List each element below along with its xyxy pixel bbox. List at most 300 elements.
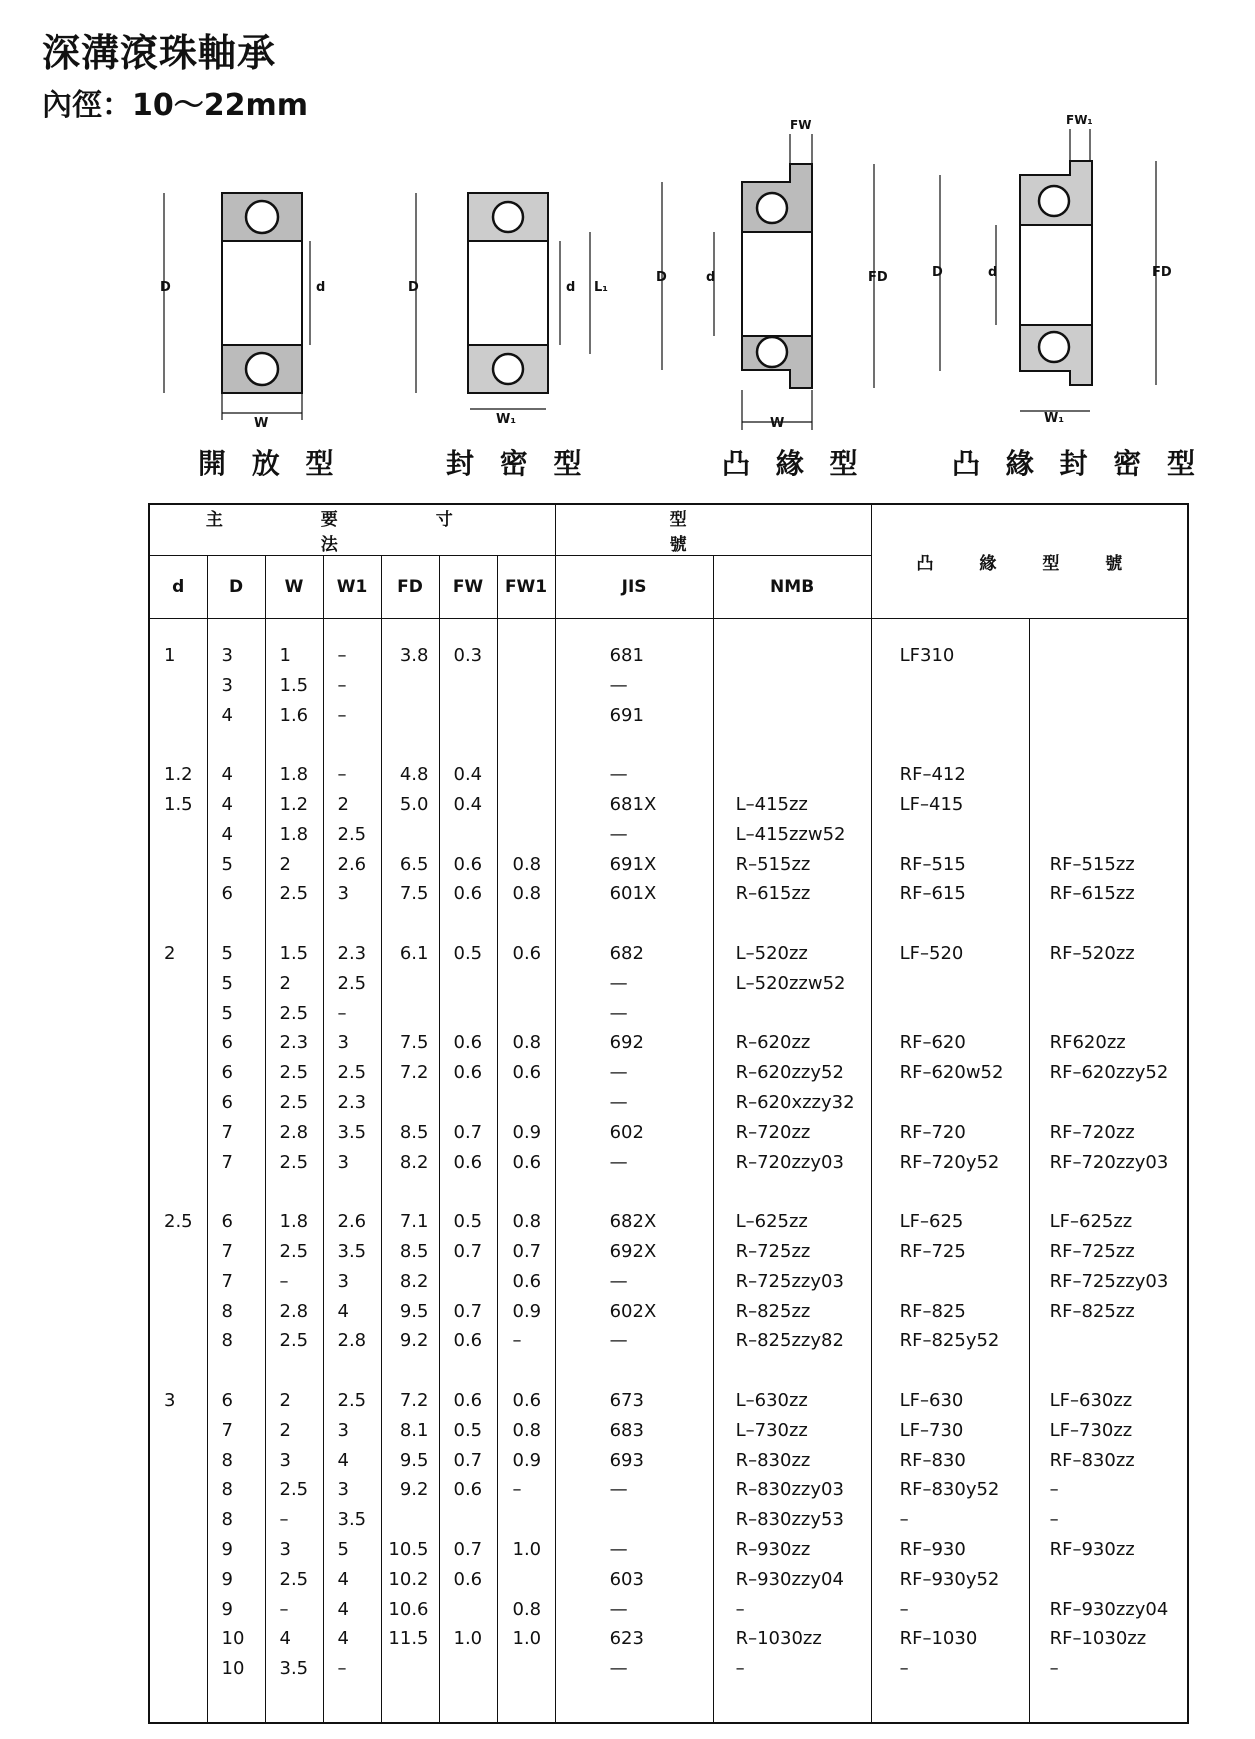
table-cell: 4 [337, 1568, 349, 1590]
label-FD: FD [1152, 265, 1172, 280]
table-cell: 2.5 [279, 1240, 309, 1262]
label-d: d [316, 280, 326, 295]
table-cell: 4 [221, 764, 233, 786]
table-cell: — [609, 1598, 628, 1620]
table-cell: RF–720 [899, 1121, 966, 1143]
spec-table [148, 503, 1189, 1724]
table-cell: RF–720y52 [899, 1151, 1000, 1173]
table-cell: R–720zz [735, 1121, 811, 1143]
table-cell [610, 730, 713, 760]
table-cell: — [609, 764, 628, 786]
table-cell: – [337, 674, 347, 696]
table-cell: R–725zzy03 [735, 1270, 844, 1292]
table-cell: — [609, 674, 628, 696]
table-cell [610, 1177, 713, 1207]
table-cell: 0.6 [453, 853, 483, 875]
table-cell: 2.5 [337, 823, 367, 845]
table-cell [454, 820, 497, 850]
table-cell [280, 730, 323, 760]
table-cell: 0.6 [453, 883, 483, 905]
table-cell [164, 701, 207, 731]
table-cell: RF–930y52 [899, 1568, 1000, 1590]
table-cell [513, 909, 555, 939]
table-cell: 9 [221, 1598, 233, 1620]
table-cell [736, 1177, 871, 1207]
col-header-NMB: NMB [713, 556, 871, 619]
table-cell: 1.2 [164, 764, 193, 786]
table-cell: LF–625 [899, 1211, 964, 1233]
table-cell: 5.0 [399, 793, 429, 815]
table-cell [164, 1595, 207, 1625]
table-cell [900, 1267, 1029, 1297]
table-cell: 1.0 [512, 1538, 542, 1560]
table-cell: – [337, 1002, 347, 1024]
table-cell: R–515zz [735, 853, 811, 875]
table-cell: 1 [279, 645, 291, 666]
table-cell [454, 1088, 497, 1118]
table-cell: 8 [221, 1479, 233, 1501]
table-cell: 6 [221, 1389, 233, 1411]
table-cell [900, 820, 1029, 850]
table-cell: – [337, 704, 347, 726]
table-cell: 4 [337, 1449, 349, 1471]
table-cell: RF–930zz [1049, 1538, 1135, 1560]
table-cell: L–520zzw52 [735, 972, 846, 994]
table-cell: 3 [221, 674, 233, 696]
table-cell [164, 1177, 207, 1207]
table-cell: 0.8 [512, 1419, 542, 1441]
table-cell: 0.7 [453, 1538, 483, 1560]
table-cell: 682X [609, 1211, 657, 1233]
label-D: D [932, 265, 943, 280]
table-cell: 682 [609, 942, 644, 964]
table-cell: 4 [337, 1598, 349, 1620]
table-cell [454, 1267, 497, 1297]
table-cell [1050, 909, 1188, 939]
table-cell: 2.5 [279, 1151, 309, 1173]
header-main-dimensions: 主 要 寸 法 [149, 504, 555, 556]
table-cell: RF620zz [1049, 1032, 1126, 1054]
table-cell: R–830zzy53 [735, 1509, 844, 1531]
table-group-header-row [149, 504, 1188, 556]
col-header-FW1: FW1 [497, 556, 555, 619]
table-cell: LF–730 [899, 1419, 964, 1441]
table-cell: – [279, 1270, 289, 1292]
table-cell [1050, 760, 1188, 790]
table-cell: RF–725zz [1049, 1240, 1135, 1262]
table-cell [513, 1088, 555, 1118]
caption-sealed-type: 封 密 型 [446, 447, 590, 480]
table-cell: RF–615 [899, 883, 966, 905]
table-cell: 3 [221, 645, 233, 666]
table-cell [164, 671, 207, 701]
table-cell: 681 [609, 645, 644, 666]
table-cell: 2 [279, 1419, 291, 1441]
table-cell [164, 1565, 207, 1595]
label-D: D [408, 280, 419, 295]
table-cell [164, 1654, 207, 1684]
table-cell [900, 1088, 1029, 1118]
table-cell [164, 1326, 207, 1356]
table-cell: 0.8 [512, 853, 542, 875]
col-header-JIS: JIS [555, 556, 713, 619]
table-cell [454, 1356, 497, 1386]
table-cell: – [279, 1598, 289, 1620]
table-cell: RF–830 [899, 1449, 966, 1471]
table-cell [454, 909, 497, 939]
table-cell: — [609, 1658, 628, 1680]
table-cell [382, 671, 429, 701]
table-cell [222, 909, 265, 939]
table-cell: RF–615zz [1049, 883, 1135, 905]
table-cell [164, 1684, 207, 1714]
table-cell [338, 909, 381, 939]
col-header-d: d [149, 556, 207, 619]
table-cell: L–415zz [735, 793, 808, 815]
table-cell: 8.2 [399, 1270, 429, 1292]
table-cell: 1 [164, 645, 176, 666]
table-cell: RF–620w52 [899, 1062, 1004, 1084]
table-cell: 7 [221, 1240, 233, 1262]
column-JIS [555, 619, 713, 1724]
table-cell: L–520zz [735, 942, 808, 964]
caption-open-type: 開 放 型 [198, 447, 342, 480]
table-cell [1050, 999, 1188, 1029]
table-cell [382, 701, 429, 731]
table-cell: 0.6 [512, 1270, 542, 1292]
table-cell: 2.3 [337, 942, 367, 964]
table-cell [1050, 671, 1188, 701]
table-cell: – [899, 1598, 909, 1620]
table-cell: 4 [337, 1300, 349, 1322]
table-cell [164, 1624, 207, 1654]
label-FD: FD [868, 270, 888, 285]
table-cell: R–615zz [735, 883, 811, 905]
table-cell [454, 1595, 497, 1625]
table-cell: 2.6 [337, 1211, 367, 1233]
caption-flange-sealed-type: 凸 緣 封 密 型 [952, 447, 1203, 480]
table-cell [513, 1177, 555, 1207]
table-cell [382, 1505, 429, 1535]
table-cell: 4 [221, 823, 233, 845]
table-cell: — [609, 1330, 628, 1352]
table-cell [513, 730, 555, 760]
table-cell: 1.5 [164, 793, 193, 815]
table-cell [222, 730, 265, 760]
table-cell: 9.5 [399, 1300, 429, 1322]
table-cell: – [899, 1509, 909, 1531]
table-cell: – [337, 645, 347, 666]
label-D: D [160, 280, 171, 295]
table-cell: 4 [279, 1628, 291, 1650]
table-cell: 0.7 [453, 1121, 483, 1143]
table-cell [280, 1356, 323, 1386]
table-cell [900, 999, 1029, 1029]
table-cell: 0.6 [453, 1151, 483, 1173]
table-cell [382, 1177, 429, 1207]
label-d: d [566, 280, 576, 295]
table-cell: LF–415 [899, 793, 964, 815]
table-cell: L–625zz [735, 1211, 808, 1233]
table-cell: 0.5 [453, 942, 483, 964]
table-cell: RF–830y52 [899, 1479, 1000, 1501]
table-cell: 693 [609, 1449, 644, 1471]
table-cell: – [1049, 1509, 1059, 1531]
table-cell: 602 [609, 1121, 644, 1143]
table-cell [513, 671, 555, 701]
table-cell [164, 1088, 207, 1118]
table-cell: 3 [279, 1538, 291, 1560]
table-cell [164, 1475, 207, 1505]
table-cell: 5 [221, 972, 233, 994]
table-cell: 2.6 [337, 853, 367, 875]
table-cell: — [609, 1270, 628, 1292]
table-cell [1050, 1326, 1188, 1356]
table-cell [454, 671, 497, 701]
table-cell: R–930zz [735, 1538, 811, 1560]
table-cell: 5 [221, 1002, 233, 1024]
table-cell: 7 [221, 1270, 233, 1292]
table-cell: 1.8 [279, 1211, 309, 1233]
table-cell: 2 [279, 972, 291, 994]
table-cell: 3 [337, 1270, 349, 1292]
table-cell: – [512, 1479, 522, 1501]
table-cell: — [609, 823, 628, 845]
table-cell: 8 [221, 1330, 233, 1352]
column-NMB [713, 619, 871, 1724]
table-cell: 2.5 [337, 1389, 367, 1411]
column-FD [381, 619, 439, 1724]
table-cell: 2.5 [279, 1002, 309, 1024]
column-W1 [323, 619, 381, 1724]
table-cell: 691X [609, 853, 657, 875]
col-header-FD: FD [381, 556, 439, 619]
table-cell: R–830zzy03 [735, 1479, 844, 1501]
table-cell: 0.6 [453, 1479, 483, 1501]
table-cell [222, 1356, 265, 1386]
col-header-W1: W1 [323, 556, 381, 619]
table-cell: 0.6 [453, 1389, 483, 1411]
table-cell [454, 701, 497, 731]
label-W1: W₁ [496, 412, 517, 427]
table-cell: 681X [609, 793, 657, 815]
table-cell [164, 1028, 207, 1058]
table-cell [164, 1148, 207, 1178]
table-cell: 3 [164, 1389, 176, 1411]
col-header-FW: FW [439, 556, 497, 619]
table-cell: — [609, 1538, 628, 1560]
table-cell: – [512, 1330, 522, 1352]
column-d [149, 619, 207, 1724]
table-cell: 9.2 [399, 1330, 429, 1352]
table-cell: 0.6 [453, 1568, 483, 1590]
table-cell: 4 [337, 1628, 349, 1650]
column-W [265, 619, 323, 1724]
header-model-number: 型 號 [555, 504, 871, 556]
table-cell [610, 909, 713, 939]
table-cell [1050, 701, 1188, 731]
table-cell: 4.8 [399, 764, 429, 786]
table-cell: RF–515 [899, 853, 966, 875]
table-cell: 3 [337, 1479, 349, 1501]
table-cell: 0.5 [453, 1211, 483, 1233]
table-cell: – [735, 1658, 745, 1680]
table-cell [513, 969, 555, 999]
table-cell: R–620xzzy32 [735, 1091, 855, 1113]
table-cell: 1.0 [512, 1628, 542, 1650]
table-cell: 691 [609, 704, 644, 726]
table-cell: 0.6 [512, 942, 542, 964]
table-cell [382, 999, 429, 1029]
diagram-flange-sealed-type [930, 115, 1180, 425]
table-cell: 0.8 [512, 1211, 542, 1233]
table-cell: 3 [337, 1151, 349, 1173]
table-cell [513, 641, 555, 671]
table-cell [736, 909, 871, 939]
table-cell: RF–825zz [1049, 1300, 1135, 1322]
table-cell: 0.7 [453, 1240, 483, 1262]
table-cell: 0.6 [512, 1389, 542, 1411]
table-cell: 2.8 [279, 1300, 309, 1322]
table-cell [610, 1505, 713, 1535]
table-cell: RF–720zzy03 [1049, 1151, 1169, 1173]
table-cell [164, 1416, 207, 1446]
table-cell: 5 [337, 1538, 349, 1560]
col-header-D: D [207, 556, 265, 619]
table-cell: 6.1 [399, 942, 429, 964]
table-cell: 2.5 [279, 1568, 309, 1590]
table-cell: RF–930zzy04 [1049, 1598, 1169, 1620]
table-cell: 8.2 [399, 1151, 429, 1173]
table-cell: LF–730zz [1049, 1419, 1133, 1441]
table-cell [1050, 1088, 1188, 1118]
table-cell [454, 969, 497, 999]
table-cell: 0.5 [453, 1419, 483, 1441]
table-cell: — [609, 972, 628, 994]
table-cell [736, 701, 871, 731]
label-d: d [706, 270, 716, 285]
table-cell: 8.5 [399, 1240, 429, 1262]
table-cell: 692X [609, 1240, 657, 1262]
table-cell [454, 999, 497, 1029]
table-cell: 6.5 [399, 853, 429, 875]
label-W: W [254, 416, 269, 431]
table-cell: 0.6 [453, 1062, 483, 1084]
table-cell: 0.7 [453, 1449, 483, 1471]
table-cell: 10 [221, 1658, 245, 1680]
table-cell [164, 1446, 207, 1476]
table-cell: 9.2 [399, 1479, 429, 1501]
table-cell: R–1030zz [735, 1628, 822, 1650]
table-cell: 7.5 [399, 883, 429, 905]
table-cell [1050, 790, 1188, 820]
table-cell: – [337, 764, 347, 786]
table-cell [610, 1356, 713, 1386]
table-cell [454, 1177, 497, 1207]
page-subtitle: 內徑：10～22mm [42, 88, 309, 123]
table-cell [164, 820, 207, 850]
table-cell: 6 [221, 1032, 233, 1054]
table-cell: 10.5 [388, 1538, 429, 1560]
table-cell: 6 [221, 1091, 233, 1113]
table-cell [454, 730, 497, 760]
caption-flange-type: 凸 緣 型 [722, 447, 866, 480]
table-cell: 1.2 [279, 793, 309, 815]
table-body-row [149, 619, 1188, 1724]
table-cell [382, 1088, 429, 1118]
col-header-W: W [265, 556, 323, 619]
table-cell: R–725zz [735, 1240, 811, 1262]
table-cell [1050, 1565, 1188, 1595]
table-cell: 3 [337, 1032, 349, 1054]
diagram-open-type [150, 180, 350, 420]
table-cell [280, 1177, 323, 1207]
table-cell [736, 641, 871, 671]
table-cell [382, 820, 429, 850]
table-cell: 0.4 [453, 793, 483, 815]
table-cell: RF–825y52 [899, 1330, 1000, 1352]
table-cell: 9.5 [399, 1449, 429, 1471]
table-cell [164, 1297, 207, 1327]
table-cell: RF–825 [899, 1300, 966, 1322]
table-cell: 5 [221, 942, 233, 964]
table-cell: LF–520 [899, 942, 964, 964]
table-cell [164, 879, 207, 909]
table-cell: 2 [279, 1389, 291, 1411]
table-cell: 3.5 [279, 1658, 309, 1680]
table-cell: 10.2 [388, 1568, 429, 1590]
label-FW: FW [790, 118, 812, 132]
table-cell [513, 820, 555, 850]
table-cell: 1.8 [279, 764, 309, 786]
table-cell: 3.8 [399, 645, 429, 666]
table-cell: 2.5 [279, 1062, 309, 1084]
table-cell: 601X [609, 883, 657, 905]
table-cell [382, 909, 429, 939]
table-cell [900, 909, 1029, 939]
table-cell: 2.5 [279, 1091, 309, 1113]
table-cell [513, 999, 555, 1029]
table-cell: 2.5 [337, 1062, 367, 1084]
column-flange-sealed-model [1029, 619, 1188, 1724]
table-cell: LF–625zz [1049, 1211, 1133, 1233]
diagram-flange-type [650, 120, 900, 430]
table-cell: 6 [221, 1062, 233, 1084]
table-cell: 1.5 [279, 942, 309, 964]
table-cell [222, 1177, 265, 1207]
table-cell [513, 1356, 555, 1386]
table-cell: R–830zz [735, 1449, 811, 1471]
table-cell [164, 909, 207, 939]
table-cell [164, 1356, 207, 1386]
table-cell: R–825zzy82 [735, 1330, 844, 1352]
table-cell: 2.8 [337, 1330, 367, 1352]
table-cell: – [337, 1658, 347, 1680]
table-cell: 7 [221, 1151, 233, 1173]
table-cell [1050, 969, 1188, 999]
table-cell: 10 [221, 1628, 245, 1650]
table-cell: RF–520zz [1049, 942, 1135, 964]
table-cell: 2.5 [337, 972, 367, 994]
table-cell: 2.5 [164, 1211, 193, 1233]
table-cell: 0.8 [512, 1598, 542, 1620]
column-D [207, 619, 265, 1724]
table-cell: 603 [609, 1568, 644, 1590]
diagram-sealed-type [408, 180, 620, 427]
table-cell: 2.3 [279, 1032, 309, 1054]
column-FW [439, 619, 497, 1724]
table-cell: 623 [609, 1628, 644, 1650]
